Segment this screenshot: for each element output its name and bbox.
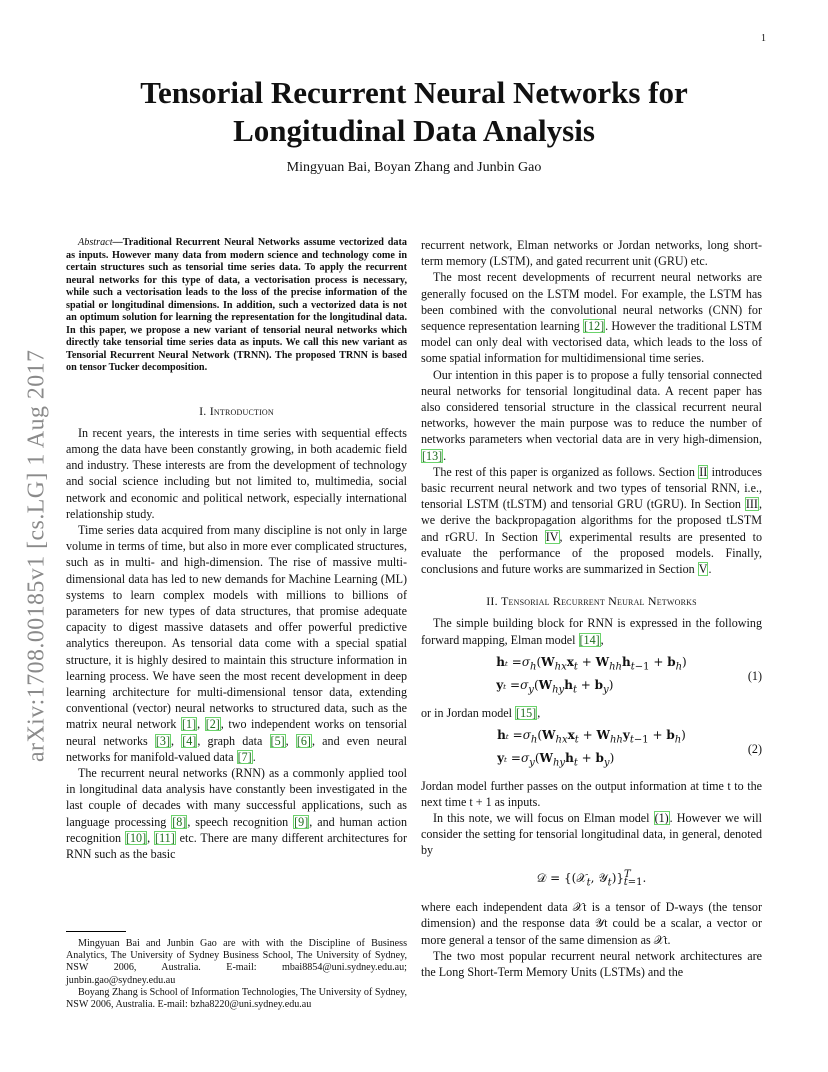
page-number: 1 — [761, 33, 766, 44]
section-heading-introduction: I. Introduction — [199, 403, 274, 418]
rnn-paragraph-3: Jordan model further passes on the output information at time t to the next time t + 1 as inputs. — [421, 778, 762, 809]
citation-link[interactable]: [12] — [584, 319, 605, 334]
abstract-label: Abstract — [78, 237, 113, 248]
citation-link[interactable]: [5] — [270, 733, 285, 748]
citation-link[interactable]: [7] — [237, 749, 252, 764]
rnn-paragraph-1: The simple building block for RNN is expressed in the following forward mapping, Elman model [14], — [421, 616, 762, 647]
intro-paragraph-3-continued: recurrent network, Elman networks or Jordan networks, long short-term memory (LSTM), and gated recurrent unit (GRU) etc. — [421, 238, 762, 269]
equation-1-number: (1) — [747, 669, 762, 684]
footnote-affiliation-1: Mingyuan Bai and Junbin Gao are with with the Discipline of Business Analytics, The University of Sydney Business School, The University of Sydney, NSW 2006, Australia. E-mail: mbai8854@uni.sydney.edu.au; junbin.gao@sydney.edu.au — [66, 938, 407, 986]
intro-paragraph-1: In recent years, the interests in time series with sequential effects among the data have been constantly growing, in both academic field and industry. These interests are from the development of technology and social science including but not limited to, multimedia, social network and economic and political network, especially international relationship study. — [66, 425, 407, 521]
citation-link[interactable]: [3] — [155, 733, 171, 748]
equation-dataset: 𝒟 = {(𝒳$_t$, 𝒴$_t$)}$^T_{t=1}$. — [536, 868, 647, 889]
footnote-divider — [66, 931, 126, 932]
rnn-paragraph-4: In this note, we will focus on Elman model (1). However we will consider the setting for tensorial longitudinal data, in general, denoted by — [421, 811, 762, 858]
intro-paragraph-5: Our intention in this paper is to propose a fully tensorial connected neural networks for tensorial longitudinal data. A recent paper has also considered tensorial structure in the classical recurrent neural networks, however the main purpose was to reduce the number of networks parameters when vectorial data are in very high-dimension, [13]. — [421, 367, 762, 463]
title-line-2: Longitudinal Data Analysis — [233, 113, 595, 148]
intro-paragraph-3: The recurrent neural networks (RNN) as a commonly applied tool in longitudinal data analysis have constantly been investigated in the last couple of decades with many successful applications, such as language processing [8], speech recognition [9], and human action recognition [10], [11] etc. There are many different architectures for RNN such as the basic — [66, 765, 407, 861]
citation-link[interactable]: [11] — [155, 830, 175, 845]
section-ref-link[interactable]: V — [698, 562, 708, 577]
rnn-paragraph-6: The two most popular recurrent neural network architectures are the Long Short-Term Memory Units (LSTMs) and the — [421, 948, 762, 980]
citation-link[interactable]: [2] — [205, 717, 220, 732]
citation-link[interactable]: [6] — [296, 733, 311, 748]
rnn-paragraph-5: where each independent data 𝒳t is a tensor of D-ways (the tensor dimension) and the response data 𝒴t could be a scalar, a vector or more general a tensor of the same dimension as 𝒳t. — [421, 900, 762, 947]
section-ref-link[interactable]: IV — [545, 529, 559, 544]
arxiv-identifier: arXiv:1708.00185v1 [cs.LG] 1 Aug 2017 — [23, 349, 50, 762]
equation-ref-link[interactable]: (1) — [654, 811, 669, 826]
equation-1 — [421, 653, 762, 700]
citation-link[interactable]: [4] — [182, 733, 197, 748]
intro-paragraph-4: The most recent developments of recurrent neural networks are generally focused on the LSTM model. For example, the LSTM has been combined with the convolutional neural networks (CNN) for sequence representation learning [12]. However the traditional LSTM model can only deal with vectorised data, which leads to the loss of some spatial information for multidimensional time series. — [421, 270, 762, 366]
abstract-text: —Traditional Recurrent Neural Networks assume vectorized data as inputs. However many data from modern science and technology come in certain structures such as tensorial time series data. To apply the recurrent neural networks for this type of data, a vectorisation process is necessary, while such a vectorisation leads to the loss of the precise information of the spatial or longitudinal dimensions. In addition, such a vectorized data is not an optimum solution for learning the representation for the longitudinal data. In this paper, we propose a new variant of tensorial neural networks which directly take tensorial time series data as inputs. We call this new variant as Tensorial Recurrent Neural Network (TRNN). The proposed TRNN is based on tensor Tucker decomposition. — [66, 237, 407, 373]
left-column — [66, 237, 407, 862]
section-ref-link[interactable]: III — [745, 497, 758, 512]
intro-paragraph-6: The rest of this paper is organized as follows. Section II introduces basic recurrent neural network and two types of tensorial RNN, i.e., tensorial LSTM (tLSTM) and tensorial GRU (tGRU). In Section III, we derive the backpropagation algorithms for the proposed tLSTM and rGRU. In Section IV, experimental results are presented to evaluate the performance of the proposed models. Finally, conclusions and future works are summarized in Section V. — [421, 464, 762, 577]
equation-1-body: $h_t =\sigma_h(W_{hx}x_t + W_{hh}h_{t-1} + b_h)$ $y_t =\sigma_y(W_{hy}h_t + b_y)$ — [496, 654, 687, 696]
equation-2-body: $h_t =\sigma_h(W_{hx}x_t + W_{hh}y_{t-1} + b_h)$ $y_t =\sigma_y(W_{hy}h_t + b_y)$ — [497, 727, 686, 769]
author-list: Mingyuan Bai, Boyan Zhang and Junbin Gao — [286, 160, 542, 175]
section-ref-link[interactable]: II — [699, 464, 708, 479]
citation-link[interactable]: [15] — [516, 705, 537, 720]
citation-link[interactable]: [9] — [294, 814, 309, 829]
right-column — [421, 237, 762, 980]
equation-2-number: (2) — [747, 742, 762, 757]
footnote-affiliation-2: Boyang Zhang is School of Information Technologies, The University of Sydney, NSW 2006, Australia. E-mail: bzha8220@uni.sydney.edu.au — [66, 986, 407, 1011]
citation-link[interactable]: [1] — [182, 717, 197, 732]
equation-2 — [421, 726, 762, 773]
paper-title — [0, 74, 828, 150]
citation-link[interactable]: [13] — [422, 448, 443, 463]
intro-paragraph-2: Time series data acquired from many discipline is not only in large volume in terms of time, but also in more ever complicated structures, such as in multi- and high-dimension. The rise of massive multi-dimensional data has led to new demands for Machine Learning (ML) systems to learn complex models with millions to billions of parameters for new types of data structures, that promise adequate capacity to digest massive datasets and offer powerful predictive analytics thereupon. As tensorial data come with a special spatial structure, it is highly desired to maintain this structure information in learning process. We have seen the most recent development in deep learning architecture for multi-dimensional tensor data, extending conventional (vector) neural networks to structured data, such as the matrix neural network [1], [2], two independent works on tensorial neural networks [3], [4], graph data [5], [6], and even neural networks for manifold-valued data [7]. — [66, 522, 408, 764]
section-heading-tensorial-rnn: II. Tensorial Recurrent Neural Networks — [486, 594, 697, 609]
citation-link[interactable]: [8] — [172, 814, 187, 829]
abstract — [66, 237, 407, 375]
citation-link[interactable]: [14] — [579, 632, 600, 647]
title-line-1: Tensorial Recurrent Neural Networks for — [140, 75, 688, 110]
footnotes — [66, 938, 407, 1011]
citation-link[interactable]: [10] — [125, 830, 147, 845]
rnn-paragraph-2: or in Jordan model [15], — [421, 705, 541, 720]
